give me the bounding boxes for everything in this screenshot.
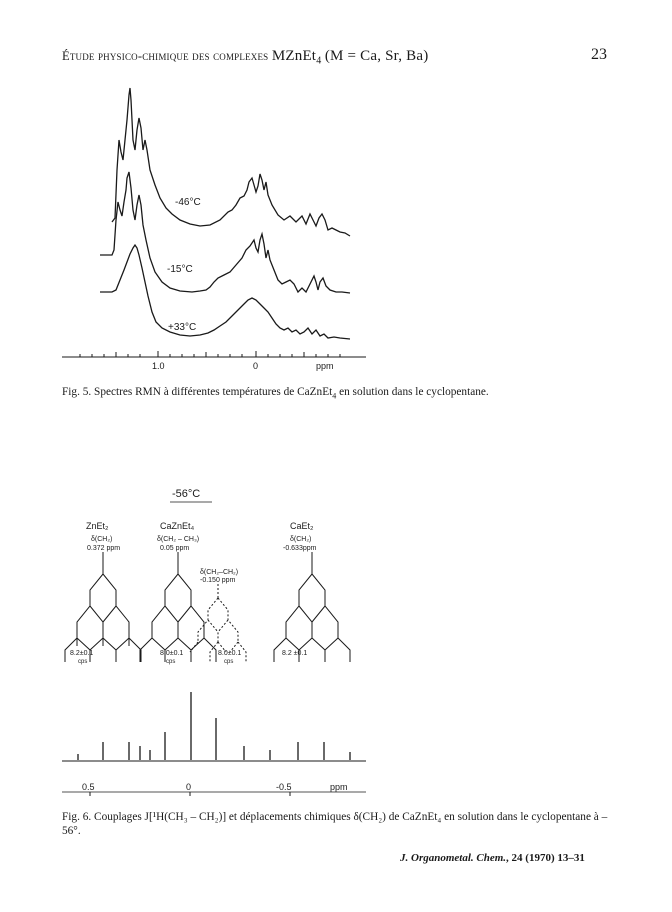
fig5-caption-prefix: Fig. 5. (62, 386, 92, 398)
spectrum-minus46 (112, 88, 350, 236)
spectrum-plus33 (100, 245, 350, 339)
fig5-tick-0: 0 (253, 361, 259, 371)
fig5-tick-1.0: 1.0 (152, 361, 165, 371)
compound-shift-value-caet2: -0.633ppm (283, 545, 317, 552)
coupling-value-1: 8.2±0.1 (70, 650, 94, 657)
figure-5-caption (62, 385, 622, 403)
spectrum-minus15 (100, 172, 350, 293)
running-title-prefix: Étude physico-chimique des complexes (62, 49, 269, 63)
fig5-axis-ticks (80, 351, 340, 357)
figure-6-caption (62, 810, 622, 838)
dashed-shift-value: -0.150 ppm (200, 577, 236, 584)
fig6-tick-minus0.5: -0.5 (276, 782, 292, 792)
figure-6 (0, 470, 672, 800)
spectrum-label-plus33: +33°C (168, 322, 197, 333)
fig5-caption-suffix: en solution dans le cyclopentane. (339, 386, 489, 398)
compound-shift-value-znet2: 0.372 ppm (87, 545, 121, 552)
spectrum-label-minus46: -46°C (175, 197, 201, 208)
fig5-caption-text: Spectres RMN à différentes températures de CaZnEt (94, 386, 333, 398)
compound-shift-value-caznet4: 0.05 ppm (160, 545, 190, 552)
fig6-tick-ppm: ppm (330, 782, 348, 792)
compound-name-caznet4: CaZnEt₄ (160, 521, 195, 531)
fig6-caption-prefix: Fig. 6. (62, 811, 92, 823)
running-title-formula: MZnEt (271, 48, 317, 64)
tree-znet2 (65, 552, 141, 662)
compound-name-caet2: CaEt₂ (290, 521, 314, 531)
coupling-unit-3: cps (224, 659, 234, 665)
coupling-value-2: 8.0±0.1 (160, 650, 184, 657)
page-number: 23 (591, 46, 607, 63)
coupling-unit-1: cps (78, 659, 88, 665)
compound-name-znet2: ZnEt₂ (86, 521, 109, 531)
journal-reference (400, 852, 585, 864)
compound-shift-label-caet2: δ(CH₂) (290, 536, 312, 543)
coupling-value-4: 8.2 ±0.1 (282, 650, 308, 657)
tree-caet2 (274, 552, 350, 662)
fig5-tick-ppm: ppm (316, 361, 334, 371)
compound-shift-label-caznet4: δ(CH₂ – CH₃) (157, 536, 200, 543)
stick-spectrum (78, 692, 350, 760)
coupling-unit-2: cps (166, 659, 176, 665)
fig6-caption-text: Couplages J[¹H(CH₃ – CH₂)] et déplacements chimiques δ(CH₂) de CaZnEt₄ en solution dans le cyclopentane à – 56°. (62, 811, 608, 837)
dashed-shift-label: δ(CH₂–CH₂) (200, 569, 239, 576)
compound-shift-label-znet2: δ(CH₂) (91, 536, 113, 543)
journal-citation: , 24 (1970) 13–31 (506, 852, 585, 864)
figure-5 (0, 0, 672, 380)
running-title-suffix: (M = Ca, Sr, Ba) (324, 48, 429, 64)
fig6-temperature: -56°C (172, 488, 201, 500)
running-title-sub: 4 (316, 55, 322, 67)
coupling-value-3: 8.0±0.1 (218, 650, 242, 657)
fig6-tick-0.5: 0.5 (82, 782, 95, 792)
spectrum-label-minus15: -15°C (167, 264, 193, 275)
fig6-tick-0: 0 (186, 782, 192, 792)
fig5-caption-sub: 4 (332, 391, 337, 401)
journal-name: J. Organometal. Chem. (400, 852, 507, 864)
